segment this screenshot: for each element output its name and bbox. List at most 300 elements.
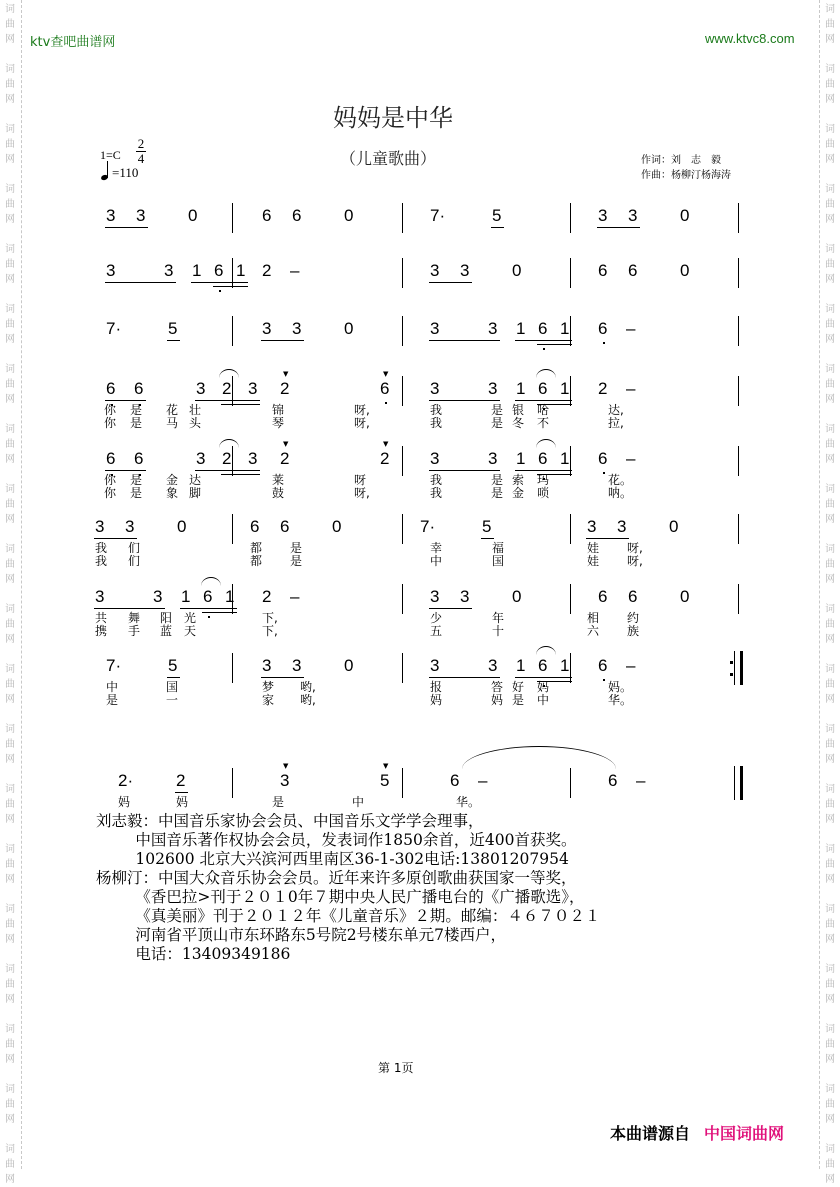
lyric-syllable: 都 — [250, 554, 263, 568]
lyric-syllable: 华。 — [608, 693, 633, 707]
watermark-text: 词 曲 网 — [5, 1084, 15, 1125]
note: 3 — [292, 656, 302, 675]
note: 5 — [168, 319, 178, 338]
accent-mark-icon: ▼ — [283, 762, 289, 770]
note: 6 — [598, 449, 608, 468]
source-credit — [610, 1121, 784, 1144]
barline — [232, 768, 233, 798]
note: 6 — [134, 449, 144, 468]
barline — [402, 316, 403, 346]
barline — [232, 584, 233, 614]
eighth-beam — [481, 538, 494, 539]
note: 0 — [680, 261, 690, 280]
note: 0 — [512, 261, 522, 280]
barline — [738, 514, 739, 544]
lyric-syllable: 呀, — [354, 403, 370, 417]
barline — [402, 446, 403, 476]
note: 3 — [617, 517, 627, 536]
note: 1 — [516, 449, 526, 468]
note: 6 — [250, 517, 260, 536]
note: 1 — [560, 319, 570, 338]
sixteenth-beam — [213, 286, 248, 287]
note: 2 — [222, 379, 232, 398]
right-dashed-border — [819, 0, 820, 1169]
note: 3 — [136, 206, 146, 225]
barline — [402, 584, 403, 614]
lyric-syllable: 天 — [184, 624, 197, 638]
lyric-syllable: 都 — [250, 541, 263, 555]
accent-mark-icon: ▼ — [283, 440, 289, 448]
note: 3 — [248, 449, 258, 468]
note: 0 — [344, 319, 354, 338]
lyric-syllable: 金 — [166, 473, 179, 487]
note: – — [626, 379, 636, 398]
watermark-text: 词 曲 网 — [825, 184, 835, 225]
lyric-syllable: 一 — [166, 693, 179, 707]
eighth-beam — [167, 677, 180, 678]
eighth-beam — [105, 400, 146, 401]
note: 2 — [598, 379, 608, 398]
note: – — [626, 656, 636, 675]
watermark-text: 词 曲 网 — [825, 244, 835, 285]
note: 2· — [118, 771, 134, 790]
lyric-syllable: 哈 — [537, 403, 550, 417]
note: 3 — [587, 517, 597, 536]
accent-mark-icon: ▼ — [383, 762, 389, 770]
watermark-text: 词 曲 网 — [5, 64, 15, 105]
watermark-text: 词 曲 网 — [825, 484, 835, 525]
barline — [402, 514, 403, 544]
barline — [402, 258, 403, 288]
credits — [641, 153, 731, 183]
low-octave-dot — [543, 348, 545, 350]
bio-line: 中国音乐著作权协会会员，发表词作1850余首，近400首获奖。 — [96, 831, 577, 849]
eighth-beam — [94, 608, 165, 609]
lyric-syllable: 冬 — [512, 416, 525, 430]
lyric-syllable: 呀 — [354, 473, 367, 487]
barline — [232, 514, 233, 544]
lyric-syllable: 玛 — [537, 473, 550, 487]
barline — [570, 376, 571, 406]
note: 2 — [262, 587, 272, 606]
note: 3 — [460, 587, 470, 606]
site-url-link[interactable]: www.ktvc8.com — [705, 31, 795, 46]
lyric-syllable: 我 — [430, 416, 443, 430]
note: 3 — [488, 449, 498, 468]
eighth-beam — [429, 470, 500, 471]
barline — [232, 316, 233, 346]
note: 6 — [450, 771, 460, 790]
note: 6 — [598, 261, 608, 280]
note: – — [290, 587, 300, 606]
lyric-syllable: 是 — [130, 486, 143, 500]
watermark-text: 词 曲 网 — [825, 424, 835, 465]
time-signature-bottom: 4 — [137, 151, 145, 166]
note: 3 — [430, 261, 440, 280]
lyric-syllable: 象 — [166, 486, 179, 500]
lyric-syllable: 是 — [512, 693, 525, 707]
note: 3 — [95, 587, 105, 606]
lyric-syllable: 下, — [262, 611, 278, 625]
sixteenth-beam — [537, 344, 572, 345]
note: 0 — [669, 517, 679, 536]
lyric-syllable: 中 — [537, 693, 550, 707]
note: 3 — [430, 587, 440, 606]
watermark-text: 词 曲 网 — [5, 124, 15, 165]
watermark-text: 词 曲 网 — [825, 544, 835, 585]
eighth-beam — [491, 227, 504, 228]
low-octave-dot — [385, 402, 387, 404]
lyric-syllable: 壮 — [189, 403, 202, 417]
barline — [232, 203, 233, 233]
watermark-text: 词 曲 网 — [5, 424, 15, 465]
note: 0 — [188, 206, 198, 225]
watermark-text: 词 曲 网 — [5, 904, 15, 945]
left-dashed-border — [21, 0, 22, 1169]
note: 6 — [214, 261, 224, 280]
note: 6 — [292, 206, 302, 225]
note: 6 — [628, 587, 638, 606]
note: 2 — [222, 449, 232, 468]
lyric-syllable: 们 — [128, 554, 141, 568]
lyric-syllable: 是 — [491, 473, 504, 487]
lyric-syllable: 福 — [492, 541, 505, 555]
repeat-end-barline — [734, 651, 743, 685]
lyric-syllable: 呀, — [627, 554, 643, 568]
lyric-syllable: 妈。 — [608, 680, 633, 694]
lyric-syllable: 中 — [106, 680, 119, 694]
lyric-syllable: 是 — [290, 554, 303, 568]
note: 7· — [420, 517, 436, 536]
eighth-beam — [94, 538, 137, 539]
lyric-syllable: 国 — [166, 680, 179, 694]
lyric-syllable: 好 — [512, 680, 525, 694]
lyric-syllable: 是 — [272, 795, 285, 809]
lyric-syllable: 锦 — [272, 403, 285, 417]
note: 3 — [430, 656, 440, 675]
watermark-text: 词 曲 网 — [825, 604, 835, 645]
watermark-text: 词 曲 网 — [5, 364, 15, 405]
note: 3 — [196, 449, 206, 468]
barline — [570, 258, 571, 288]
note: 3 — [292, 319, 302, 338]
lyric-syllable: 下, — [262, 624, 278, 638]
lyric-syllable: 舞 — [128, 611, 141, 625]
barline — [738, 203, 739, 233]
note: 5 — [482, 517, 492, 536]
lyric-syllable: 阳 — [160, 611, 173, 625]
song-title: 妈妈是中华 — [333, 104, 453, 132]
lyric-syllable: 华。 — [456, 795, 481, 809]
watermark-text: 词 曲 网 — [825, 364, 835, 405]
note: 0 — [332, 517, 342, 536]
lyric-syllable: 携 — [95, 624, 108, 638]
eighth-beam — [429, 400, 500, 401]
note: 3 — [125, 517, 135, 536]
lyric-syllable: 娃 — [587, 554, 600, 568]
note: 2 — [280, 379, 290, 398]
lyric-syllable: 相 — [587, 611, 600, 625]
note: 1 — [181, 587, 191, 606]
lyric-syllable: 手 — [128, 624, 141, 638]
eighth-beam — [586, 538, 629, 539]
lyric-syllable: 妈 — [430, 693, 443, 707]
lyric-syllable: 呀, — [627, 541, 643, 555]
watermark-text: 词 曲 网 — [5, 724, 15, 765]
note: 3 — [262, 319, 272, 338]
barline — [570, 514, 571, 544]
note: 2 — [262, 261, 272, 280]
lyric-syllable: 唢 — [537, 486, 550, 500]
source-brand-link[interactable]: 中国词曲网 — [704, 1124, 785, 1143]
bio-line: 河南省平顶山市东环路东5号院2号楼东单元7楼西户， — [96, 926, 507, 944]
lyric-syllable: 十 — [492, 624, 505, 638]
note: 1 — [560, 656, 570, 675]
eighth-beam — [429, 340, 500, 341]
eighth-beam — [191, 282, 248, 283]
watermark-text: 词 曲 网 — [825, 964, 835, 1005]
accent-mark-icon: ▼ — [383, 440, 389, 448]
lyric-syllable: 琴 — [272, 416, 285, 430]
sixteenth-beam — [221, 404, 260, 405]
site-name-link[interactable]: ktv查吧曲谱网 — [30, 35, 116, 50]
note: 6 — [380, 379, 390, 398]
note: 6 — [538, 379, 548, 398]
barline — [232, 446, 233, 476]
lyric-syllable: 是 — [106, 693, 119, 707]
watermark-text: 词 曲 网 — [5, 304, 15, 345]
eighth-beam — [105, 282, 176, 283]
note: 3 — [488, 379, 498, 398]
watermark-text: 词 曲 网 — [825, 844, 835, 885]
barline — [570, 653, 571, 683]
eighth-beam — [105, 227, 148, 228]
note: 1 — [192, 261, 202, 280]
note: 2 — [280, 449, 290, 468]
barline — [570, 768, 571, 798]
lyric-syllable: 脚 — [189, 486, 202, 500]
watermark-text: 词 曲 网 — [825, 1024, 835, 1065]
note: – — [636, 771, 646, 790]
barline — [570, 446, 571, 476]
time-signature-top: 2 — [137, 136, 145, 151]
barline — [738, 446, 739, 476]
lyric-syllable: 不 — [537, 416, 550, 430]
note: 1 — [236, 261, 246, 280]
lyric-syllable: 答 — [491, 680, 504, 694]
note: – — [478, 771, 488, 790]
lyric-syllable: 哟, — [300, 680, 316, 694]
watermark-text: 词 曲 网 — [5, 784, 15, 825]
low-octave-dot — [603, 342, 605, 344]
lyric-syllable: 莱 — [272, 473, 285, 487]
lyric-syllable: 我 — [430, 486, 443, 500]
note: 6 — [280, 517, 290, 536]
note: 3 — [460, 261, 470, 280]
watermark-text: 词 曲 网 — [5, 484, 15, 525]
left-watermark-column — [0, 0, 20, 1185]
note: 3 — [196, 379, 206, 398]
source-prefix: 本曲谱源自 — [610, 1124, 691, 1143]
lyric-syllable: 是 — [491, 486, 504, 500]
note: – — [626, 319, 636, 338]
eighth-beam — [195, 400, 260, 401]
lyric-syllable: 花 — [166, 403, 179, 417]
watermark-text: 词 曲 网 — [825, 664, 835, 705]
bio-line: 《真美丽》刊于２０１２年《儿童音乐》２期。邮编：４６７０２１ — [96, 907, 601, 925]
watermark-text: 词 曲 网 — [825, 1144, 835, 1185]
time-signature — [136, 137, 146, 166]
lyric-syllable: 鼓 — [272, 486, 285, 500]
watermark-text: 词 曲 网 — [5, 844, 15, 885]
low-octave-dot — [603, 472, 605, 474]
barline — [402, 768, 403, 798]
repeat-dot — [730, 661, 733, 664]
note: 5 — [492, 206, 502, 225]
note: 3 — [488, 319, 498, 338]
barline — [570, 584, 571, 614]
lyric-syllable: 们 — [128, 541, 141, 555]
note: 6 — [538, 449, 548, 468]
note: 3 — [430, 449, 440, 468]
note: 6 — [134, 379, 144, 398]
note: 1 — [516, 379, 526, 398]
lyric-syllable: 我 — [430, 403, 443, 417]
lyric-syllable: 是 — [290, 541, 303, 555]
lyric-syllable: 妈 — [491, 693, 504, 707]
lyric-syllable: 你 — [104, 416, 117, 430]
watermark-text: 词 曲 网 — [825, 1084, 835, 1125]
note: 6 — [538, 319, 548, 338]
low-octave-dot — [219, 290, 221, 292]
watermark-text: 词 曲 网 — [825, 304, 835, 345]
lyric-syllable: 族 — [627, 624, 640, 638]
barline — [738, 584, 739, 614]
lyric-syllable: 花。 — [608, 473, 633, 487]
note: 1 — [560, 449, 570, 468]
lyric-syllable: 年 — [492, 611, 505, 625]
eighth-beam — [429, 608, 472, 609]
note: 6 — [628, 261, 638, 280]
eighth-beam — [515, 400, 572, 401]
slur-arc — [536, 369, 556, 378]
watermark-text: 词 曲 网 — [825, 784, 835, 825]
slur-arc — [219, 369, 239, 378]
lyric-syllable: 你 — [104, 473, 117, 487]
composer: 作曲：杨柳汀杨海涛 — [641, 170, 731, 181]
lyric-syllable: 达 — [189, 473, 202, 487]
tie-arc — [462, 746, 616, 769]
bio-line: 《香巴拉>刊于２０１0年７期中央人民广播电台的《广播歌选》， — [96, 888, 585, 906]
tempo-value: =110 — [112, 165, 139, 180]
note: 0 — [344, 206, 354, 225]
watermark-text: 词 曲 网 — [5, 544, 15, 585]
lyric-syllable: 妈 — [118, 795, 131, 809]
note: 3 — [488, 656, 498, 675]
note: 6 — [106, 379, 116, 398]
lyric-syllable: 六 — [587, 624, 600, 638]
tempo-marking — [100, 165, 138, 181]
note: 3 — [106, 206, 116, 225]
repeat-dot — [730, 673, 733, 676]
lyric-syllable: 我 — [95, 541, 108, 555]
slur-arc — [536, 646, 556, 655]
slur-arc — [536, 439, 556, 448]
lyric-syllable: 呀, — [354, 416, 370, 430]
bio-line: 刘志毅：中国音乐家协会会员、中国音乐文学学会理事， — [96, 812, 484, 830]
eighth-beam — [175, 792, 188, 793]
note: 3 — [262, 656, 272, 675]
lyric-syllable: 呐。 — [608, 486, 633, 500]
eighth-beam — [105, 470, 146, 471]
final-barline — [734, 766, 743, 800]
note: 2 — [380, 449, 390, 468]
bio-line: 102600 北京大兴滨河西里南区36-1-302电话:13801207954 — [96, 850, 569, 868]
note: 6 — [608, 771, 618, 790]
note: 3 — [153, 587, 163, 606]
note: 7· — [106, 319, 122, 338]
slur-arc — [219, 439, 239, 448]
note: 3 — [106, 261, 116, 280]
eighth-beam — [515, 340, 572, 341]
note: 3 — [430, 319, 440, 338]
low-octave-dot — [208, 616, 210, 618]
lyric-syllable: 哟, — [300, 693, 316, 707]
barline — [738, 376, 739, 406]
watermark-text: 词 曲 网 — [825, 724, 835, 765]
lyric-syllable: 是 — [130, 416, 143, 430]
eighth-beam — [429, 282, 472, 283]
note: 0 — [512, 587, 522, 606]
lyric-syllable: 妈 — [537, 680, 550, 694]
lyric-syllable: 索 — [512, 473, 525, 487]
lyric-syllable: 我 — [430, 473, 443, 487]
note: 3 — [164, 261, 174, 280]
note: 3 — [628, 206, 638, 225]
barline — [402, 203, 403, 233]
eighth-beam — [261, 340, 304, 341]
note: 5 — [168, 656, 178, 675]
eighth-beam — [429, 677, 500, 678]
note: 7· — [430, 206, 446, 225]
lyric-syllable: 是 — [130, 473, 143, 487]
lyric-syllable: 娃 — [587, 541, 600, 555]
note: 3 — [598, 206, 608, 225]
note: – — [290, 261, 300, 280]
watermark-text: 词 曲 网 — [5, 1024, 15, 1065]
note: 6 — [262, 206, 272, 225]
eighth-beam — [195, 470, 260, 471]
note: 6 — [203, 587, 213, 606]
lyric-syllable: 是 — [491, 403, 504, 417]
key-signature: 1=C — [100, 148, 121, 162]
lyric-syllable: 你 — [104, 486, 117, 500]
watermark-text: 词 曲 网 — [825, 64, 835, 105]
lyric-syllable: 中 — [352, 795, 365, 809]
lyric-syllable: 银 — [512, 403, 525, 417]
barline — [232, 258, 233, 288]
note: 1 — [560, 379, 570, 398]
lyric-syllable: 国 — [492, 554, 505, 568]
eighth-beam — [515, 470, 572, 471]
barline — [570, 316, 571, 346]
lyric-syllable: 你 — [104, 403, 117, 417]
barline — [402, 376, 403, 406]
watermark-text: 词 曲 网 — [5, 244, 15, 285]
watermark-text: 词 曲 网 — [825, 4, 835, 45]
lyric-syllable: 头 — [189, 416, 202, 430]
eighth-beam — [597, 227, 640, 228]
